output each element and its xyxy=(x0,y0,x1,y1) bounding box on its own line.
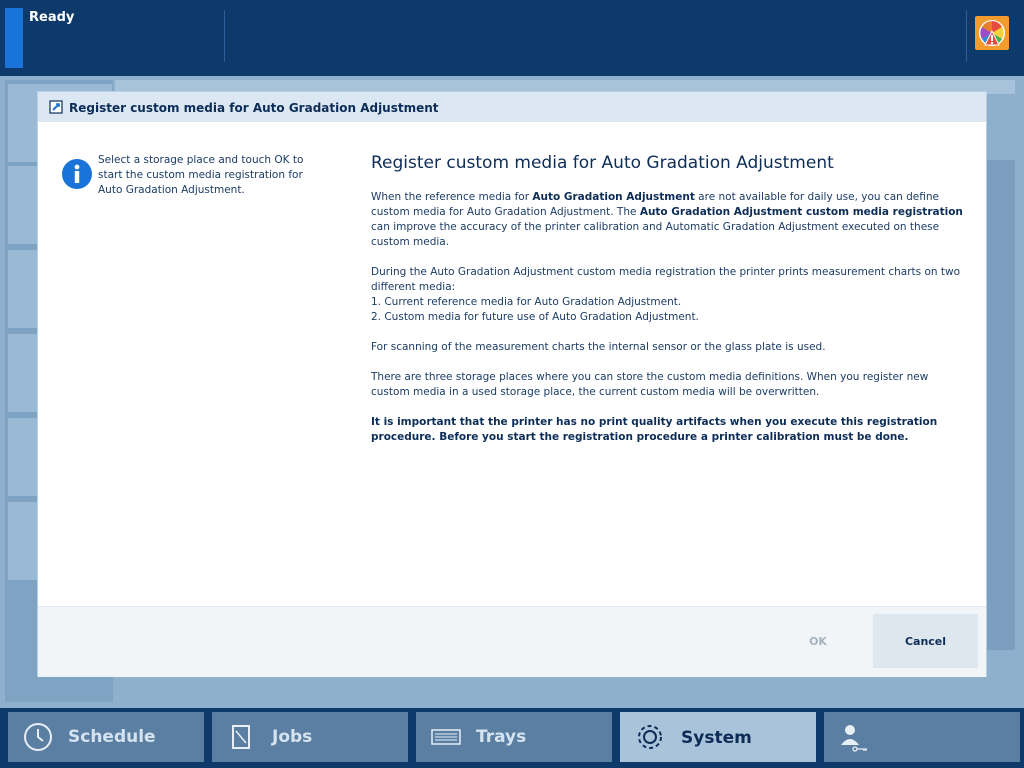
content-heading: Register custom media for Auto Gradation Adjustment xyxy=(371,153,834,173)
document-icon xyxy=(226,721,258,753)
nav-label: Trays xyxy=(476,727,527,747)
nav-label: System xyxy=(681,728,752,748)
register-media-icon xyxy=(49,100,63,114)
gear-icon xyxy=(634,721,666,753)
paragraph-scanning: For scanning of the measurement charts the internal sensor or the glass plate is used. xyxy=(371,341,826,353)
list-item: 1. Current reference media for Auto Gradation Adjustment. xyxy=(371,296,682,308)
paragraph-storage: There are three storage places where you can store the custom media definitions. When you register new custom media in a used storage place, the current custom media will be overwritten. xyxy=(371,371,929,398)
bottom-navigation xyxy=(0,708,1024,768)
paragraph-procedure xyxy=(371,265,966,325)
info-instruction: Select a storage place and touch OK to start the custom media registration for Auto Gradation Adjustment. xyxy=(98,154,304,196)
divider xyxy=(966,10,967,62)
text-run: During the Auto Gradation Adjustment custom media registration the printer prints measurement charts on two different media: xyxy=(371,266,961,293)
ok-button[interactable]: OK xyxy=(809,634,827,648)
dialog-title: Register custom media for Auto Gradation Adjustment xyxy=(69,101,439,115)
text-run: When the reference media for xyxy=(371,191,533,203)
register-custom-media-dialog xyxy=(37,91,987,677)
dialog-footer xyxy=(38,606,986,677)
text-bold: Auto Gradation Adjustment custom media registration xyxy=(639,206,963,218)
color-alert-icon[interactable] xyxy=(975,16,1009,50)
divider xyxy=(224,10,225,62)
nav-label: Jobs xyxy=(272,727,313,747)
tray-icon xyxy=(430,721,462,753)
warning-text: It is important that the printer has no print quality artifacts when you execute this registration procedure. Before you start the registration procedure a printer calibration must be done. xyxy=(371,416,938,443)
text-run: can improve the accuracy of the printer calibration and Automatic Gradation Adjustment executed on these custom media. xyxy=(371,221,940,248)
user-key-icon xyxy=(838,721,870,753)
dialog-titlebar xyxy=(38,92,986,122)
nav-trays[interactable] xyxy=(416,712,612,762)
text-bold: Auto Gradation Adjustment xyxy=(532,191,695,203)
printer-status: Ready xyxy=(29,10,75,25)
background-scrollbar xyxy=(985,160,1015,650)
info-icon xyxy=(61,158,93,190)
paragraph-intro xyxy=(371,190,966,250)
nav-label: Schedule xyxy=(68,727,156,747)
status-indicator xyxy=(5,8,23,68)
top-status-bar xyxy=(0,0,1024,76)
nav-schedule[interactable] xyxy=(8,712,204,762)
nav-system[interactable] xyxy=(620,712,816,762)
dialog-content xyxy=(371,152,966,460)
list-item: 2. Custom media for future use of Auto Gradation Adjustment. xyxy=(371,311,699,323)
nav-user[interactable] xyxy=(824,712,1020,762)
text-run: are not available for daily use, you can define custom media for Auto Gradation Adjustment. The xyxy=(371,191,939,218)
clock-icon xyxy=(22,721,54,753)
nav-jobs[interactable] xyxy=(212,712,408,762)
cancel-button[interactable]: Cancel xyxy=(873,614,978,668)
